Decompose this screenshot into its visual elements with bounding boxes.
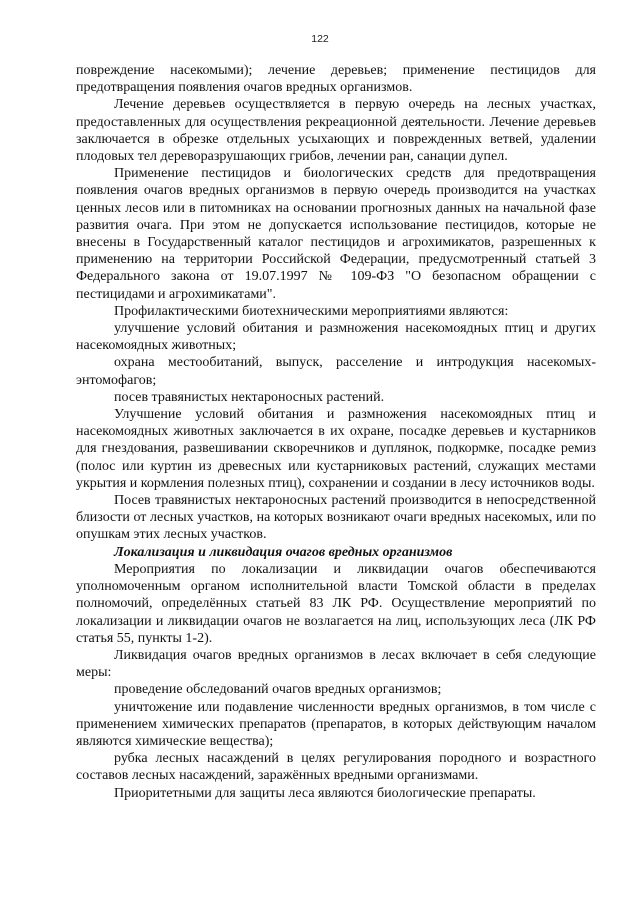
list-item: посев травянистых нектароносных растений. [114, 389, 385, 405]
page-number: 122 [311, 33, 329, 45]
list-item: охрана местообитаний, выпуск, расселение и интродукция насекомых-энтомофагов; [76, 355, 596, 388]
paragraph: Ликвидация очагов вредных организмов в лесах включает в себя следующие меры: [76, 647, 596, 681]
list-item: проведение обследований очагов вредных организмов; [114, 682, 442, 698]
paragraph: Мероприятия по локализации и ликвидации очагов обеспечиваются уполномоченным органом исполнительной власти Томской области в пределах полномочий, определённых статьей 83 ЛК РФ. Осуществление мероприятий по локализации и ликвидации очагов не возлагается на лиц, использующих леса (ЛК РФ статья 55, пункты 1-2). [76, 561, 596, 646]
paragraph: Применение пестицидов и биологических средств для предотвращения появления очагов вредных организмов в первую очередь производится на участках ценных лесов или в питомниках на основании прогнозных данных на начальной фазе развития очага. При этом не допускается использование пестицидов, которые не внесены в Государственный каталог пестицидов и агрохимикатов, разрешенных к применению на территории Российской Федерации, предусмотренный статьей 3 Федерального закона от 19.07.1997 № 109-ФЗ "О безопасном обращении с пестицидами и агрохимикатами". [76, 166, 596, 302]
paragraph: Улучшение условий обитания и размножения насекомоядных птиц и насекомоядных животных заключается в их охране, посадке деревьев и кустарников для гнездования, развешивании скворечников и дуплянок, подкормке, посадке ремиз (полос или куртин из древесных или кустарниковых растений, служащих местами укрытия и кормления полезных птиц), сохранении и создании в лесу источников воды. [76, 407, 596, 491]
paragraph: Посев травянистых нектароносных растений производится в непосредственной близости от лесных участков, на которых возникают очаги вредных насекомых, или по опушкам этих лесных участков. [76, 493, 596, 543]
paragraph: повреждение насекомыми); лечение деревьев; применение пестицидов для предотвращения появления очагов вредных организмов. [76, 63, 596, 96]
list-item: рубка лесных насаждений в целях регулирования породного и возрастного составов лесных насаждений, заражённых вредными организмами. [76, 751, 596, 784]
paragraph: Профилактическими биотехническими мероприятиями являются: [114, 303, 509, 319]
paragraph: Лечение деревьев осуществляется в первую очередь на лесных участках, предоставленных для осуществления рекреационной деятельности. Лечение деревьев заключается в обрезке отдельных усыхающих и поврежденных ветвей, удалении плодовых тел дереворазрушающих грибов, лечении ран, санации дупел. [76, 97, 596, 165]
document-body [76, 62, 596, 802]
paragraph: Приоритетными для защиты леса являются биологические препараты. [114, 785, 536, 801]
section-heading: Локализация и ликвидация очагов вредных организмов [114, 544, 453, 560]
list-item: улучшение условий обитания и размножения насекомоядных птиц и других насекомоядных животных; [76, 321, 596, 354]
list-item: уничтожение или подавление численности вредных организмов, в том числе с применением химических препаратов (препаратов, в которых действующим началом являются химические вещества); [76, 699, 596, 749]
